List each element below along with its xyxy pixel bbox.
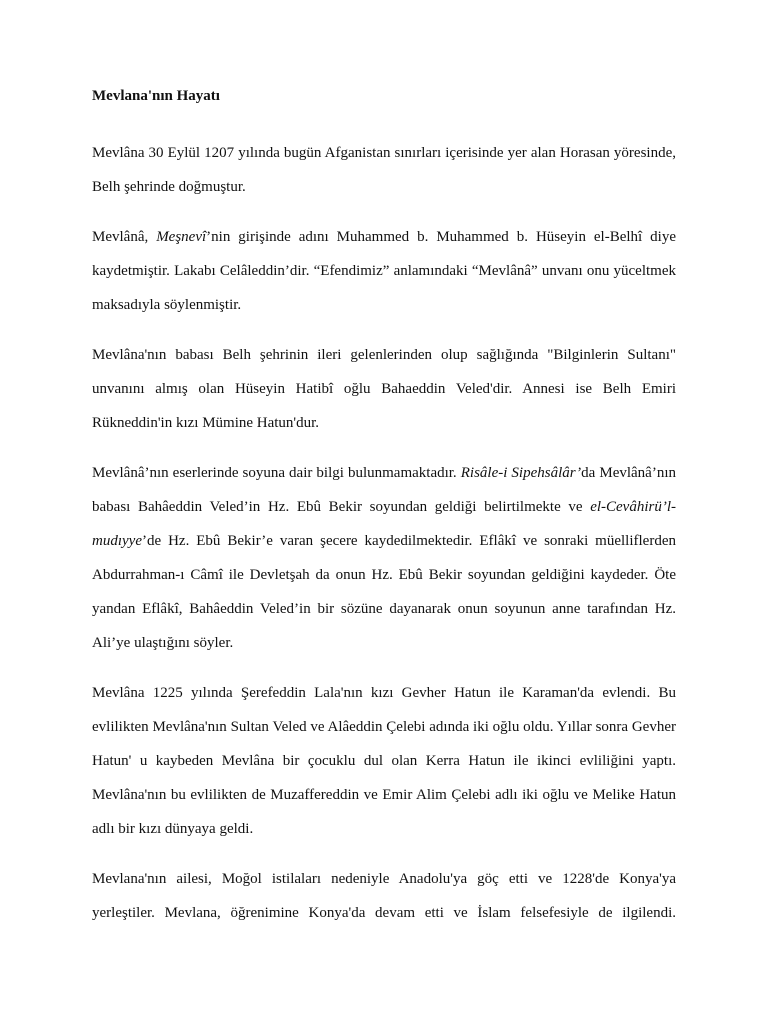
paragraph-migration: Mevlana'nın ailesi, Moğol istilaları nedeniyle Anadolu'ya göç etti ve 1228'de Konya'ya yerleştiler. Mevlana, öğrenimine Konya'da devam etti ve İslam felsefesiyle de ilgilendi. xyxy=(92,871,676,921)
paragraph-name xyxy=(92,220,676,322)
paragraph-lineage-text-e: ’de Hz. Ebû Bekir’e varan şecere kaydedilmektedir. Eflâkî ve sonraki müelliflerden Abdurrahman-ı Câmî ile Devletşah da onun Hz. Ebû Bekir soyundan geldiğini kaydeder. Öte yandan Eflâkî, Bahâeddin Veled’in bir sözüne dayanarak onun soyunun anne tarafından Hz. Ali’ye ulaştığını söyler. xyxy=(92,533,676,651)
paragraph-birth: Mevlâna 30 Eylül 1207 yılında bugün Afganistan sınırları içerisinde yer alan Horasan yöresinde, Belh şehrinde doğmuştur. xyxy=(92,145,676,195)
paragraph-father: Mevlâna'nın babası Belh şehrinin ileri gelenlerinden olup sağlığında "Bilginlerin Sultanı" unvanını almış olan Hüseyin Hatibî oğlu Bahaeddin Veled'dir. Annesi ise Belh Emiri Rükneddin'in kızı Mümine Hatun'dur. xyxy=(92,347,676,431)
risale-title: Risâle-i Sipehsâlâr’ xyxy=(460,465,582,481)
paragraph-name-text-a: Mevlânâ, xyxy=(92,229,157,245)
document-page xyxy=(92,80,676,930)
mesnevi-title: Meşnevî xyxy=(156,229,207,245)
paragraph-lineage-text-c: da Mevlânâ’nın babası Bahâeddin Veled’in Hz. Ebû Bekir soyundan geldiği belirtilmekte ve xyxy=(92,465,676,515)
paragraph-marriage: Mevlâna 1225 yılında Şerefeddin Lala'nın kızı Gevher Hatun ile Karaman'da evlendi. Bu evlilikten Mevlâna'nın Sultan Veled ve Alâeddin Çelebi adında iki oğlu oldu. Yıllar sonra Gevher Hatun' u kaybeden Mevlâna bir çocuklu dul olan Kerra Hatun ile ikinci evliliğini yaptı. Mevlâna'nın bu evlilikten de Muzaffereddin ve Emir Alim Çelebi adlı iki oğlu ve Melike Hatun adlı bir kızı dünyaya geldi. xyxy=(92,685,676,837)
cevahir-title: el-Cevâhirü’l-mudıyye xyxy=(92,499,676,549)
document-title: Mevlana'nın Hayatı xyxy=(92,88,220,104)
paragraph-lineage-text-a: Mevlânâ’nın eserlerinde soyuna dair bilgi bulunmamaktadır. xyxy=(92,465,461,481)
paragraph-lineage xyxy=(92,456,676,660)
paragraph-name-text-c: ’nin girişinde adını Muhammed b. Muhammed b. Hüseyin el-Belhî diye kaydetmiştir. Lakabı Celâleddin’dir. “Efendimiz” anlamındaki “Mevlânâ” unvanı onu yüceltmek maksadıyla söylenmiştir. xyxy=(92,229,676,313)
